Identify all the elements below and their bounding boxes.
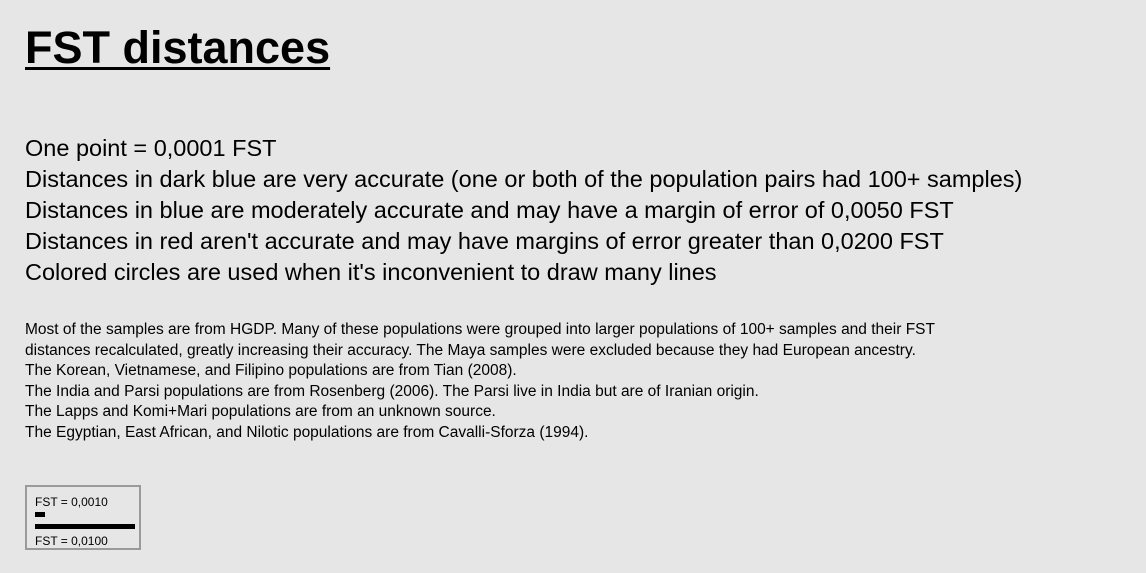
- scale-large-bar: [35, 524, 135, 529]
- note-line: The India and Parsi populations are from Rosenberg (2006). The Parsi live in India but are of Iranian origin.: [25, 382, 759, 400]
- legend-circles: Colored circles are used when it's inconvenient to draw many lines: [25, 259, 717, 285]
- note-line: The Egyptian, East African, and Nilotic populations are from Cavalli-Sforza (1994).: [25, 423, 589, 441]
- note-line: Most of the samples are from HGDP. Many of these populations were grouped into larger populations of 100+ samples and their FST: [25, 321, 935, 338]
- legend-dark-blue: Distances in dark blue are very accurate (one or both of the population pairs had 100+ samples): [25, 166, 1023, 192]
- note-line: The Korean, Vietnamese, and Filipino populations are from Tian (2008).: [25, 362, 517, 379]
- legend-red: Distances in red aren't accurate and may have margins of error greater than 0,0200 FST: [25, 228, 944, 254]
- legend-list: [25, 133, 1022, 288]
- scale-legend: [25, 485, 141, 550]
- note-line: The Lapps and Komi+Mari populations are from an unknown source.: [25, 403, 496, 420]
- note-line: distances recalculated, greatly increasing their accuracy. The Maya samples were excluded because they had European ancestry.: [25, 341, 916, 359]
- scale-small-label: FST = 0,0010: [35, 495, 108, 509]
- scale-small-bar: [35, 512, 45, 517]
- legend-point-scale: One point = 0,0001 FST: [25, 135, 277, 161]
- source-notes: [25, 320, 1125, 443]
- scale-large-label: FST = 0,0100: [35, 534, 108, 548]
- page-title: FST distances: [25, 22, 331, 73]
- legend-blue: Distances in blue are moderately accurate and may have a margin of error of 0,0050 FST: [25, 197, 954, 223]
